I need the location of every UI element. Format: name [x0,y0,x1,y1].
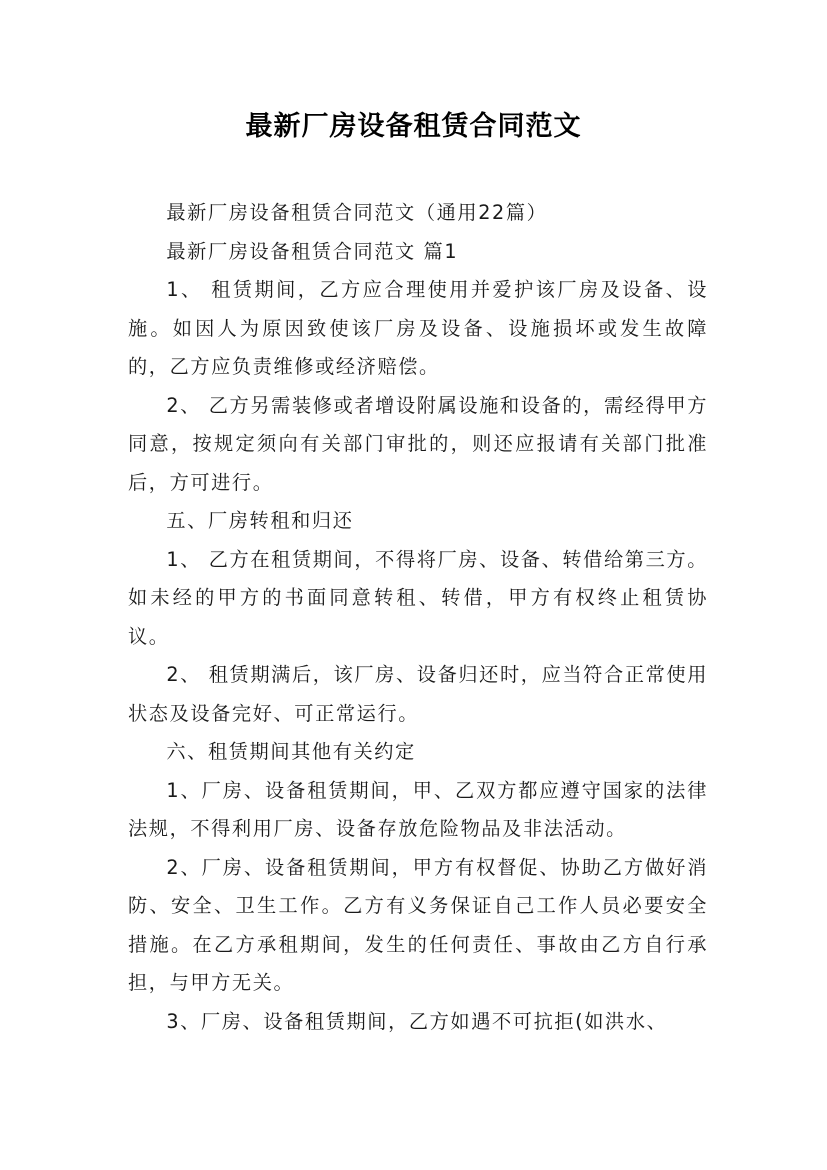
section-heading: 六、租赁期间其他有关约定 [166,740,416,763]
document-body [128,194,708,1041]
section-heading: 五、厂房转租和归还 [166,509,354,532]
paragraph: 2、 乙方另需装修或者增设附属设施和设备的，需经得甲方同意，按规定须向有关部门审批的，则还应报请有关部门批准后，方可进行。 [128,393,708,494]
paragraph: 最新厂房设备租赁合同范文（通用22篇） [166,201,548,224]
paragraph: 最新厂房设备租赁合同范文 篇1 [166,239,459,263]
paragraph: 1、 乙方在租赁期间，不得将厂房、设备、转借给第三方。如未经的甲方的书面同意转租、转借，甲方有权终止租赁协议。 [128,547,708,648]
paragraph: 3、厂房、设备租赁期间，乙方如遇不可抗拒(如洪水、 [166,1009,668,1033]
document-title: 最新厂房设备租赁合同范文 [245,111,582,142]
paragraph: 2、 租赁期满后，该厂房、设备归还时，应当符合正常使用状态及设备完好、可正常运行。 [128,663,708,725]
paragraph: 2、厂房、设备租赁期间，甲方有权督促、协助乙方做好消防、安全、卫生工作。乙方有义务保证自己工作人员必要安全措施。在乙方承租期间，发生的任何责任、事故由乙方自行承担，与甲方无关。 [128,855,708,994]
paragraph: 1、厂房、设备租赁期间，甲、乙双方都应遵守国家的法律法规，不得利用厂房、设备存放危险物品及非法活动。 [128,778,708,840]
paragraph: 1、 租赁期间，乙方应合理使用并爱护该厂房及设备、设施。如因人为原因致使该厂房及设备、设施损坏或发生故障的，乙方应负责维修或经济赔偿。 [128,278,708,378]
